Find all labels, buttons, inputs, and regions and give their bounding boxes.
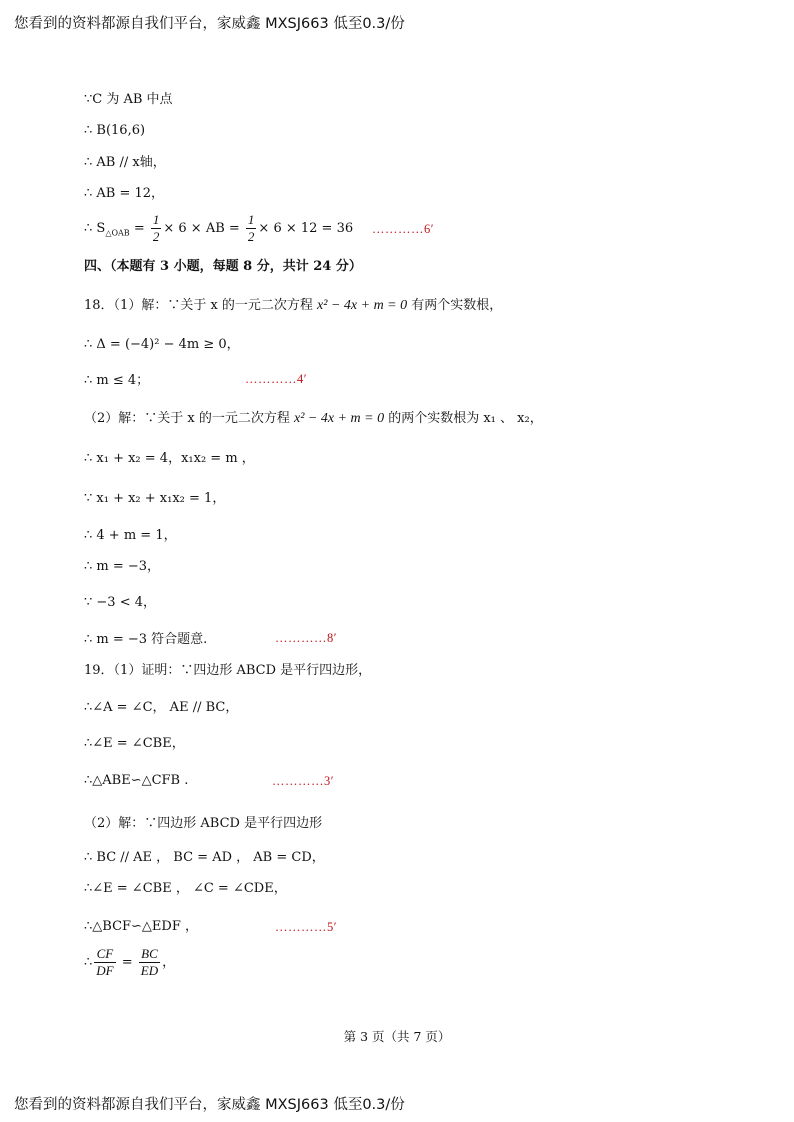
score-mark-5: …………5′ bbox=[275, 920, 337, 934]
bottom-watermark-banner: 您看到的资料都源自我们平台，家威鑫 MXSJ663 低至0.3/份 bbox=[14, 1097, 405, 1113]
area-mid: × 6 × AB = bbox=[163, 221, 244, 236]
line-ab-length: ∴ AB = 12， bbox=[84, 186, 165, 201]
q18-part2-statement bbox=[84, 410, 543, 428]
section-four-heading: 四、（本题有 3 小题，每题 8 分，共计 24 分） bbox=[84, 259, 362, 274]
q19-angles-equal: ∴∠A = ∠C， AE // BC， bbox=[84, 700, 239, 715]
fraction-half-2 bbox=[246, 212, 257, 245]
q19-parallel-sides: ∴ BC // AE ， BC = AD ， AB = CD， bbox=[84, 850, 325, 865]
q19-angles-2: ∴∠E = ∠CBE ， ∠C = ∠CDE， bbox=[84, 881, 287, 896]
fraction-numerator: 1 bbox=[152, 212, 160, 227]
fraction-bc-ed bbox=[139, 946, 160, 979]
score-mark-8: …………8′ bbox=[275, 631, 337, 645]
fraction-numerator: BC bbox=[139, 946, 160, 963]
fraction-denominator: 2 bbox=[247, 229, 255, 244]
page-number-footer: 第 3 页（共 7 页） bbox=[343, 1029, 451, 1044]
q19-ratio bbox=[84, 946, 175, 979]
fraction-numerator: 1 bbox=[247, 212, 255, 227]
q19-part2-statement: （2）解：∵四边形 ABCD 是平行四边形 bbox=[84, 816, 323, 831]
score-mark-4: …………4′ bbox=[245, 372, 307, 386]
line-point-b: ∴ B(16,6) bbox=[84, 123, 146, 138]
q18-part1-pre: 18．（1）解：∵关于 x 的一元二次方程 bbox=[84, 298, 318, 313]
q18-vieta: ∴ x₁ + x₂ = 4，x₁x₂ = m ， bbox=[84, 451, 255, 466]
area-end: × 6 × 12 = 36 bbox=[258, 221, 354, 236]
q18-given-sum: ∵ x₁ + x₂ + x₁x₂ = 1， bbox=[84, 491, 226, 506]
q18-part1-statement bbox=[84, 297, 502, 315]
area-subscript: △OAB bbox=[105, 228, 130, 238]
q19-similar-triangles-2: ∴△BCF∽△EDF ， bbox=[84, 919, 198, 934]
q18-conclusion: ∴ m = −3 符合题意. bbox=[84, 632, 208, 647]
q18-m-value: ∴ m = −3， bbox=[84, 559, 161, 574]
top-watermark-banner: 您看到的资料都源自我们平台，家威鑫 MXSJ663 低至0.3/份 bbox=[14, 16, 405, 32]
q18-part2-post: 的两个实数根为 x₁ 、 x₂， bbox=[384, 411, 543, 426]
q18-part1-equation: x² − 4x + m = 0 bbox=[317, 298, 408, 313]
q18-m-range: ∴ m ≤ 4； bbox=[84, 373, 150, 388]
q19-similar-triangles-1: ∴△ABE∽△CFB . bbox=[84, 773, 189, 788]
score-mark-6: …………6′ bbox=[372, 222, 434, 236]
area-eq: = bbox=[129, 221, 149, 236]
q19-angle-e: ∴∠E = ∠CBE， bbox=[84, 736, 185, 751]
fraction-cf-df bbox=[94, 946, 115, 979]
line-ab-parallel-x: ∴ AB // x轴， bbox=[84, 155, 166, 170]
q18-part2-equation: x² − 4x + m = 0 bbox=[294, 411, 385, 426]
ratio-eq: = bbox=[117, 955, 137, 970]
q18-check: ∵ −3 < 4， bbox=[84, 595, 156, 610]
fraction-denominator: ED bbox=[140, 963, 159, 978]
q18-substitute: ∴ 4 + m = 1， bbox=[84, 528, 177, 543]
fraction-denominator: 2 bbox=[152, 229, 160, 244]
q18-discriminant: ∴ Δ = (−4)² − 4m ≥ 0， bbox=[84, 337, 240, 352]
line-area-formula bbox=[84, 212, 353, 245]
q18-part2-pre: （2）解：∵关于 x 的一元二次方程 bbox=[84, 411, 294, 426]
ratio-prefix: ∴ bbox=[84, 955, 93, 970]
area-prefix: ∴ S bbox=[84, 221, 106, 236]
score-mark-3: …………3′ bbox=[272, 774, 334, 788]
fraction-half-1 bbox=[151, 212, 162, 245]
fraction-numerator: CF bbox=[94, 946, 115, 963]
q18-part1-post: 有两个实数根， bbox=[407, 298, 503, 313]
q19-part1-statement: 19．（1）证明：∵四边形 ABCD 是平行四边形， bbox=[84, 663, 372, 678]
fraction-denominator: DF bbox=[96, 963, 114, 978]
ratio-end: ， bbox=[162, 955, 176, 970]
line-c-midpoint: ∵C 为 AB 中点 bbox=[84, 92, 173, 107]
